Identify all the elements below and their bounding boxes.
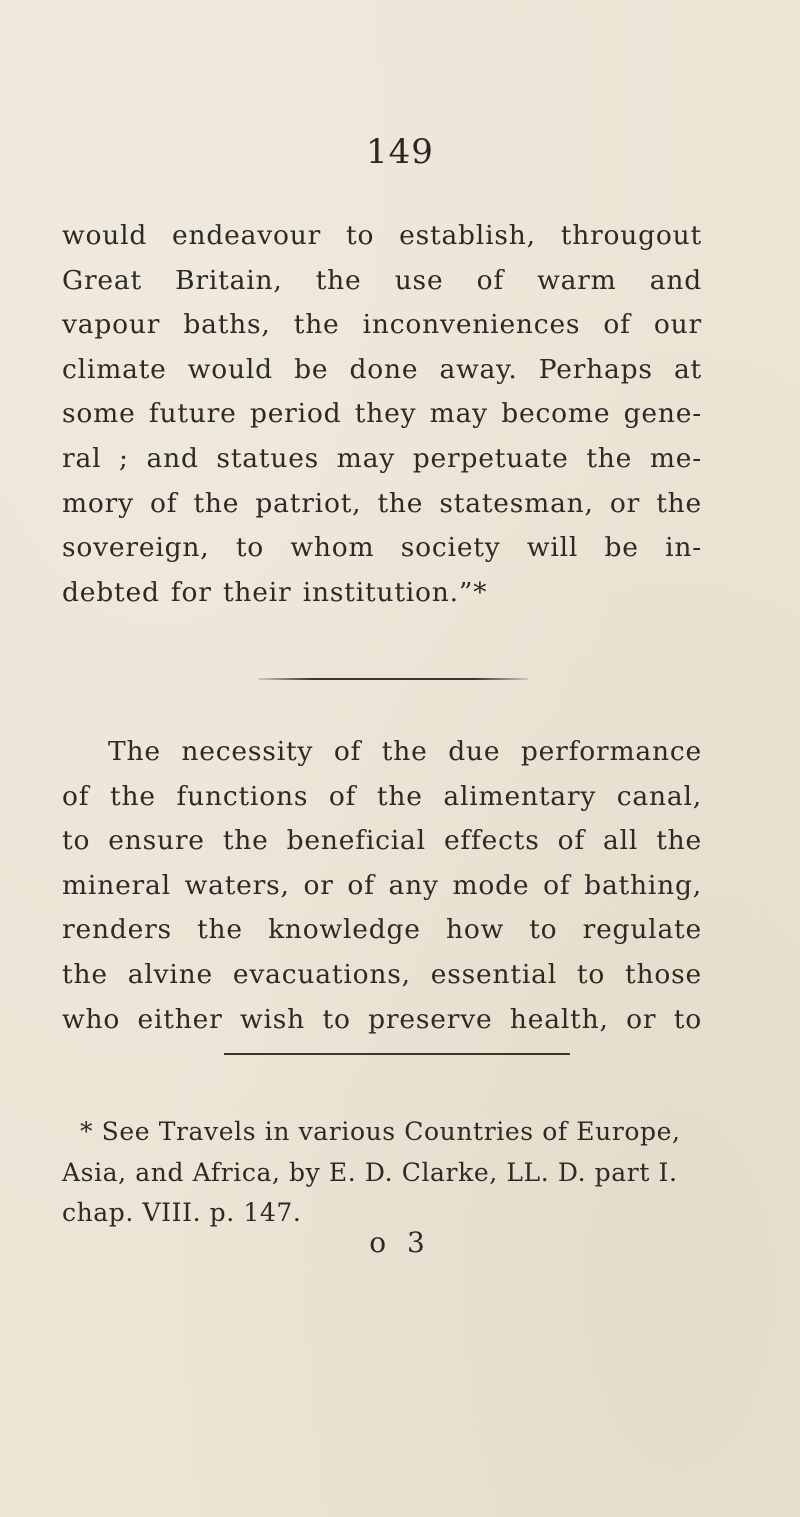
text-line: mineral waters, or of any mode of bathing,: [62, 869, 702, 901]
text-line: The necessity of the due performance: [108, 736, 702, 767]
text-line: vapour baths, the inconveniences of our: [62, 309, 702, 341]
text-line: Great Britain, the use of warm and: [62, 264, 702, 296]
footnote: [62, 1112, 702, 1234]
text-line: mory of the patriot, the statesman, or the: [62, 487, 702, 519]
section-divider: [258, 678, 528, 680]
text-line: some future period they may become gene-: [62, 398, 702, 430]
text-line: ral ; and statues may perpetuate the me-: [62, 442, 702, 474]
signature-mark: o 3: [369, 1226, 431, 1259]
footnote-rule: [224, 1053, 570, 1055]
text-line: the alvine evacuations, essential to those: [62, 958, 702, 990]
paragraph-body: [62, 730, 702, 1042]
text-line: would endeavour to establish, througout: [62, 220, 702, 251]
text-line: renders the knowledge how to regulate: [62, 914, 702, 946]
text-line: debted for their institution.”*: [62, 576, 488, 608]
text-line: to ensure the beneficial effects of all the: [62, 825, 702, 857]
footnote-line: chap. VIII. p. 147.: [62, 1198, 302, 1227]
text-line: who either wish to preserve health, or to: [62, 1003, 702, 1035]
text-line: sovereign, to whom society will be in-: [62, 532, 702, 564]
footnote-line: * See Travels in various Countries of Europe,: [80, 1117, 681, 1146]
text-line: climate would be done away. Perhaps at: [62, 353, 702, 385]
footnote-line: Asia, and Africa, by E. D. Clarke, LL. D. part I.: [62, 1157, 678, 1187]
text-line: of the functions of the alimentary canal,: [62, 780, 702, 812]
page-number: 149: [366, 132, 434, 172]
paragraph-continuation: [62, 214, 702, 615]
